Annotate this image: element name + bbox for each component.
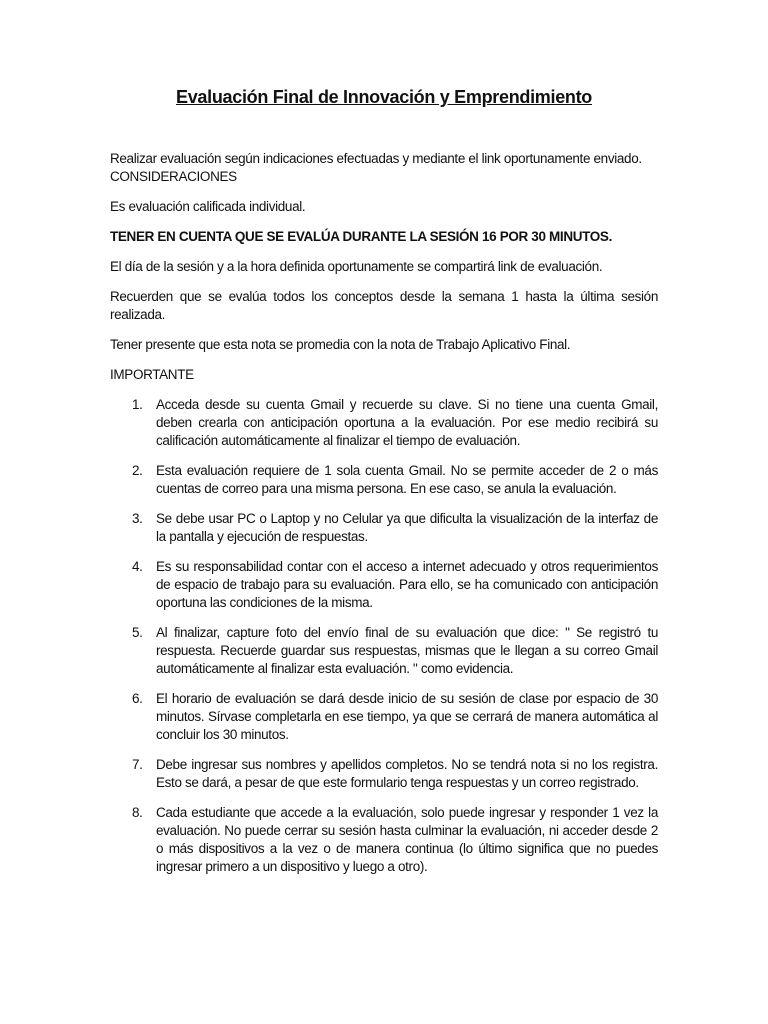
list-item-number: 8. bbox=[132, 805, 143, 820]
list-item-text: Acceda desde su cuenta Gmail y recuerde su clave. Si no tiene una cuenta Gmail, deben crearla con anticipación oportuna a la evaluación. Por ese medio recibirá su calificación automáticamente al finalizar el tiempo de evaluación. bbox=[156, 397, 658, 448]
list-item bbox=[110, 756, 658, 792]
individual-paragraph: Es evaluación calificada individual. bbox=[110, 199, 306, 214]
important-list bbox=[110, 396, 658, 876]
list-item-number: 4. bbox=[132, 559, 143, 574]
concepts-paragraph: Recuerden que se evalúa todos los conceptos desde la semana 1 hasta la última sesión realizada. bbox=[110, 289, 658, 322]
list-item bbox=[110, 690, 658, 744]
list-item bbox=[110, 462, 658, 498]
list-item bbox=[110, 804, 658, 876]
list-item-number: 6. bbox=[132, 691, 143, 706]
document-title: Evaluación Final de Innovación y Emprendimiento bbox=[176, 87, 592, 107]
list-item bbox=[110, 558, 658, 612]
list-item-number: 5. bbox=[132, 625, 143, 640]
list-item-number: 2. bbox=[132, 463, 143, 478]
considerations-heading: CONSIDERACIONES bbox=[110, 169, 237, 184]
list-item-text: Se debe usar PC o Laptop y no Celular ya que dificulta la visualización de la interfaz de la pantalla y ejecución de respuestas. bbox=[156, 511, 658, 544]
document-page bbox=[110, 0, 658, 888]
notice-paragraph: TENER EN CUENTA QUE SE EVALÚA DURANTE LA SESIÓN 16 POR 30 MINUTOS. bbox=[110, 229, 612, 244]
list-item-text: Cada estudiante que accede a la evaluación, solo puede ingresar y responder 1 vez la evaluación. No puede cerrar su sesión hasta culminar la evaluación, ni acceder desde 2 o más dispositivos a la vez o de manera continua (lo último significa que no puedes ingresar primero a un dispositivo y luego a otro). bbox=[156, 805, 658, 874]
list-item-text: El horario de evaluación se dará desde inicio de su sesión de clase por espacio de 30 minutos. Sírvase completarla en ese tiempo, ya que se cerrará de manera automática al concluir los 30 minutos. bbox=[156, 691, 658, 742]
list-item-text: Esta evaluación requiere de 1 sola cuenta Gmail. No se permite acceder de 2 o más cuentas de correo para una misma persona. En ese caso, se anula la evaluación. bbox=[156, 463, 658, 496]
intro-paragraph: Realizar evaluación según indicaciones efectuadas y mediante el link oportunamente enviado. bbox=[110, 151, 642, 166]
list-item-number: 7. bbox=[132, 757, 143, 772]
list-item-text: Debe ingresar sus nombres y apellidos completos. No se tendrá nota si no los registra. Esto se dará, a pesar de que este formulario tenga respuestas y un correo registrado. bbox=[156, 757, 658, 790]
list-item bbox=[110, 510, 658, 546]
list-item bbox=[110, 624, 658, 678]
list-item-text: Es su responsabilidad contar con el acceso a internet adecuado y otros requerimientos de espacio de trabajo para su evaluación. Para ello, se ha comunicado con anticipación oportuna las condiciones de la misma. bbox=[156, 559, 658, 610]
list-item-number: 3. bbox=[132, 511, 143, 526]
average-paragraph: Tener presente que esta nota se promedia con la nota de Trabajo Aplicativo Final. bbox=[110, 337, 571, 352]
session-link-paragraph: El día de la sesión y a la hora definida oportunamente se compartirá link de evaluación. bbox=[110, 259, 603, 274]
list-item-text: Al finalizar, capture foto del envío final de su evaluación que dice: " Se registró tu respuesta. Recuerde guardar sus respuestas, mismas que le llegan a su correo Gmail automáticamente al finalizar esta evaluación. " como evidencia. bbox=[156, 625, 658, 676]
list-item bbox=[110, 396, 658, 450]
important-heading: IMPORTANTE bbox=[110, 367, 194, 382]
list-item-number: 1. bbox=[132, 397, 143, 412]
